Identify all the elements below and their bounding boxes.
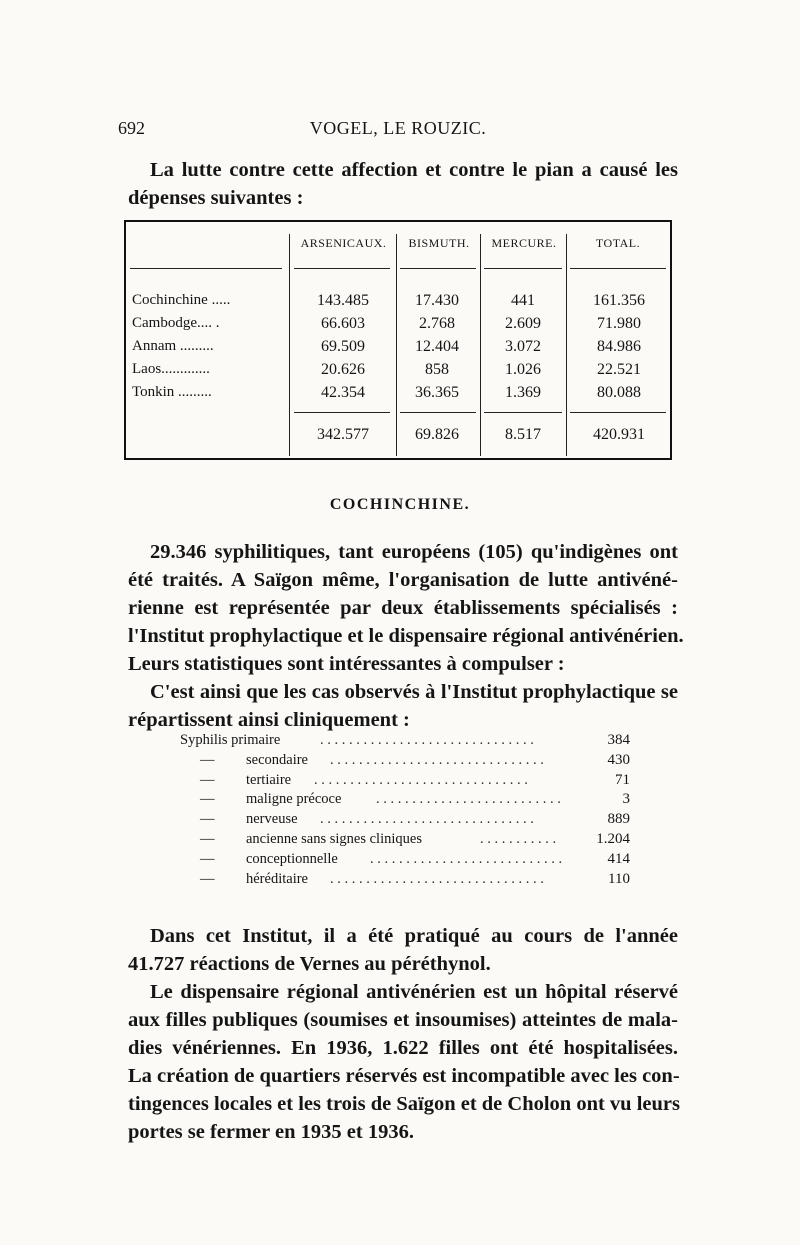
text-line: rienne est représentée par deux établissements spécialisés : — [128, 597, 678, 619]
table-cell: 3.072 — [505, 338, 541, 355]
list-item-label: secondaire — [246, 751, 308, 768]
list-item-label: Syphilis primaire — [180, 732, 281, 748]
table-cell: 71.980 — [597, 315, 641, 332]
clinical-list — [180, 732, 630, 890]
leader-dots: . . . . . . . . . . . . . . . . . . . . . . . . . . — [376, 791, 561, 808]
text-line: tingences locales et les trois de Saïgon et de Cholon ont vu leurs — [128, 1093, 680, 1115]
header-rule — [400, 268, 476, 269]
text-line: aux filles publiques (soumises et insoumises) atteintes de mala- — [128, 1009, 678, 1031]
column-header-total: TOTAL. — [595, 236, 641, 250]
text-line: Dans cet Institut, il a été pratiqué au cours de l'année — [150, 925, 678, 947]
ditto-dash: — — [200, 870, 215, 887]
table-cell: 69.509 — [321, 338, 365, 355]
total-rule — [484, 412, 562, 413]
total-rule — [294, 412, 390, 413]
text-line: Le dispensaire régional antivénérien est un hôpital réservé — [150, 981, 678, 1003]
list-item — [180, 811, 630, 831]
text-line: 41.727 réactions de Vernes au péréthynol. — [128, 953, 491, 975]
list-item-label: maligne précoce — [246, 791, 342, 808]
list-item-value: 1.204 — [596, 830, 630, 847]
expense-table — [124, 220, 672, 460]
text-line: La lutte contre cette affection et contre le pian a causé les — [150, 159, 678, 181]
table-cell: 1.026 — [505, 361, 541, 378]
table-cell: 12.404 — [415, 338, 459, 355]
total-cell: 8.517 — [505, 426, 541, 443]
running-title: VOGEL, LE ROUZIC. — [309, 118, 487, 138]
list-item-value: 889 — [607, 811, 630, 828]
list-item-value: 110 — [608, 870, 630, 887]
list-item — [180, 772, 630, 792]
column-header-arsenicaux: ARSENICAUX. — [300, 236, 387, 250]
list-item — [180, 791, 630, 811]
total-rule — [400, 412, 476, 413]
ditto-dash: — — [200, 751, 215, 768]
leader-dots: . . . . . . . . . . . . . . . . . . . . . . . . . . . . . . — [314, 771, 528, 788]
table-cell: 84.986 — [597, 338, 641, 355]
header-rule — [130, 268, 282, 269]
leader-dots: . . . . . . . . . . . . . . . . . . . . . . . . . . . . . . — [330, 870, 544, 887]
page-header — [118, 118, 678, 144]
table-column-rule — [289, 234, 290, 456]
text-line: C'est ainsi que les cas observés à l'Institut prophylactique se — [150, 681, 678, 703]
text-line: été traités. A Saïgon même, l'organisation de lutte antivéné- — [128, 569, 678, 591]
total-cell: 342.577 — [317, 426, 369, 443]
header-rule — [294, 268, 390, 269]
list-item-value: 384 — [607, 732, 630, 748]
table-cell: 161.356 — [593, 292, 645, 309]
total-cell: 69.826 — [415, 426, 459, 443]
table-cell: 80.088 — [597, 384, 641, 401]
column-header-bismuth: BISMUTH. — [408, 236, 470, 250]
table-cell: 1.369 — [505, 384, 541, 401]
text-line: La création de quartiers réservés est incompatible avec les con- — [128, 1065, 680, 1087]
ditto-dash: — — [200, 850, 215, 867]
text-line: dies vénériennes. En 1936, 1.622 filles ont été hospitalisées. — [128, 1037, 678, 1059]
list-item-value: 430 — [607, 751, 630, 768]
leader-dots: . . . . . . . . . . . . . . . . . . . . . . . . . . . . . . — [320, 811, 534, 828]
leader-dots: . . . . . . . . . . . . . . . . . . . . . . . . . . . — [370, 850, 563, 867]
list-item-label: ancienne sans signes cliniques — [246, 830, 422, 847]
list-item-label: héréditaire — [246, 870, 308, 887]
table-cell: 441 — [511, 292, 535, 309]
body-paragraph-1 — [128, 538, 684, 734]
total-rule — [570, 412, 666, 413]
table-cell: 66.603 — [321, 315, 365, 332]
table-cell: 22.521 — [597, 361, 641, 378]
ditto-dash: — — [200, 771, 215, 788]
table-cell: 36.365 — [415, 384, 459, 401]
row-label-laos: Laos............. — [132, 361, 210, 377]
leader-dots: . . . . . . . . . . . . . . . . . . . . . . . . . . . . . . — [320, 732, 534, 748]
text-line: répartissent ainsi cliniquement : — [128, 709, 410, 731]
intro-paragraph — [128, 156, 678, 212]
list-item — [180, 831, 630, 851]
section-title: COCHINCHINE. — [329, 496, 471, 513]
text-line: Leurs statistiques sont intéressantes à compulser : — [128, 653, 565, 675]
ditto-dash: — — [200, 830, 215, 847]
column-header-mercure: MERCURE. — [491, 236, 557, 250]
table-cell: 858 — [425, 361, 449, 378]
table-cell: 17.430 — [415, 292, 459, 309]
list-item-label: tertiaire — [246, 771, 292, 788]
list-item-label: conceptionnelle — [246, 850, 338, 867]
total-cell: 420.931 — [593, 426, 645, 443]
text-line: l'Institut prophylactique et le dispensaire régional antivénérien. — [128, 625, 684, 647]
list-item — [180, 871, 630, 891]
text-line: dépenses suivantes : — [128, 187, 304, 209]
row-label-cambodge: Cambodge.... . — [132, 315, 220, 331]
table-cell: 42.354 — [321, 384, 365, 401]
row-label-annam: Annam ......... — [132, 338, 214, 354]
list-item-value: 71 — [615, 771, 630, 788]
list-item-value: 3 — [622, 791, 630, 808]
table-cell: 2.768 — [419, 315, 455, 332]
list-item — [180, 851, 630, 871]
text-line: 29.346 syphilitiques, tant européens (105) qu'indigènes ont — [150, 541, 678, 563]
ditto-dash: — — [200, 791, 215, 808]
ditto-dash: — — [200, 811, 215, 828]
leader-dots: . . . . . . . . . . . — [480, 830, 557, 847]
leader-dots: . . . . . . . . . . . . . . . . . . . . . . . . . . . . . . — [330, 751, 544, 768]
body-paragraph-2 — [128, 922, 678, 1146]
page-number: 692 — [118, 118, 145, 138]
list-item-label: nerveuse — [246, 811, 298, 828]
row-label-cochinchine: Cochinchine ..... — [132, 292, 231, 308]
list-item — [180, 752, 630, 772]
list-item — [180, 732, 630, 752]
row-label-tonkin: Tonkin ......... — [132, 384, 212, 400]
header-rule — [570, 268, 666, 269]
table-cell: 2.609 — [505, 315, 541, 332]
text-line: portes se fermer en 1935 et 1936. — [128, 1121, 414, 1143]
header-rule — [484, 268, 562, 269]
table-cell: 20.626 — [321, 361, 365, 378]
list-item-value: 414 — [607, 850, 630, 867]
table-cell: 143.485 — [317, 292, 369, 309]
